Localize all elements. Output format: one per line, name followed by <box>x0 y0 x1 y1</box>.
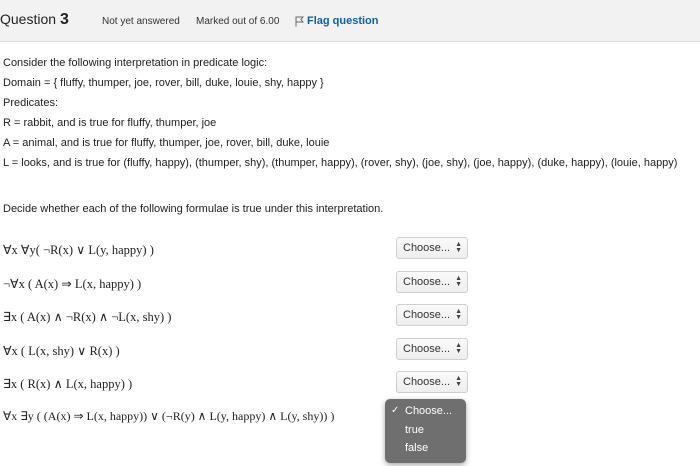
dropdown-option-label: true <box>405 424 424 436</box>
answer-select-3[interactable] <box>396 304 468 326</box>
predicate-r-text: R = rabbit, and is true for fluffy, thumper, joe <box>3 117 217 129</box>
answer-select-1[interactable] <box>396 237 468 259</box>
answer-select-2-value: Choose... <box>403 276 451 288</box>
flag-question-button[interactable] <box>295 15 379 27</box>
dropdown-option-false[interactable] <box>385 439 466 457</box>
select-arrows-icon: ▲ ▼ <box>455 308 462 321</box>
predicate-a-text: A = animal, and is true for fluffy, thumper, joe, rover, bill, duke, louie <box>3 137 330 149</box>
question-header <box>0 0 700 42</box>
select-arrows-icon: ▲ ▼ <box>455 375 462 388</box>
answer-select-4[interactable] <box>396 338 468 360</box>
instruction-text: Decide whether each of the following formulae is true under this interpretation. <box>3 203 384 215</box>
answer-dropdown-menu <box>385 399 466 463</box>
answer-select-1-value: Choose... <box>403 242 451 254</box>
predicates-label: Predicates: <box>3 97 59 109</box>
question-title <box>0 11 69 29</box>
checkmark-icon: ✓ <box>391 405 400 416</box>
select-arrows-icon: ▲ ▼ <box>455 342 462 355</box>
flag-question-label: Flag question <box>307 15 379 27</box>
answer-select-5-value: Choose... <box>403 376 451 388</box>
formula-4: ∀x ( L(x, shy) ∨ R(x) ) <box>3 344 120 358</box>
predicate-l-text: L = looks, and is true for (fluffy, happy), (thumper, shy), (thumper, happy), (rover, shy), (joe, shy), (joe, happy), (duke, happy), (louie, happy) <box>3 157 678 169</box>
select-arrows-icon: ▲ ▼ <box>455 241 462 254</box>
formula-6: ∀x ∃y ( (A(x) ⇒ L(x, happy)) ∨ (¬R(y) ∧ L(y, happy) ∧ L(y, shy)) ) <box>3 409 335 423</box>
dropdown-option-label: false <box>405 442 429 454</box>
answer-select-4-value: Choose... <box>403 343 451 355</box>
dropdown-option-label: Choose... <box>405 405 453 417</box>
flag-icon <box>295 16 304 27</box>
formula-2: ¬∀x ( A(x) ⇒ L(x, happy) ) <box>3 277 142 291</box>
question-marks: Marked out of 6.00 <box>196 16 280 27</box>
question-label: Question <box>0 11 57 27</box>
intro-text: Consider the following interpretation in predicate logic: <box>3 57 268 69</box>
answer-select-5[interactable] <box>396 371 468 393</box>
answer-select-3-value: Choose... <box>403 309 451 321</box>
dropdown-option-true[interactable] <box>385 421 466 439</box>
formula-3: ∃x ( A(x) ∧ ¬R(x) ∧ ¬L(x, shy) ) <box>3 310 172 324</box>
question-number: 3 <box>59 11 69 28</box>
question-status: Not yet answered <box>102 16 180 27</box>
domain-text: Domain = { fluffy, thumper, joe, rover, bill, duke, louie, shy, happy } <box>3 77 324 89</box>
answer-select-2[interactable] <box>396 271 468 293</box>
formula-1: ∀x ∀y( ¬R(x) ∨ L(y, happy) ) <box>3 243 154 257</box>
formula-5: ∃x ( R(x) ∧ L(x, happy) ) <box>3 377 133 391</box>
select-arrows-icon: ▲ ▼ <box>455 275 462 288</box>
dropdown-option-choose[interactable] <box>385 402 466 420</box>
